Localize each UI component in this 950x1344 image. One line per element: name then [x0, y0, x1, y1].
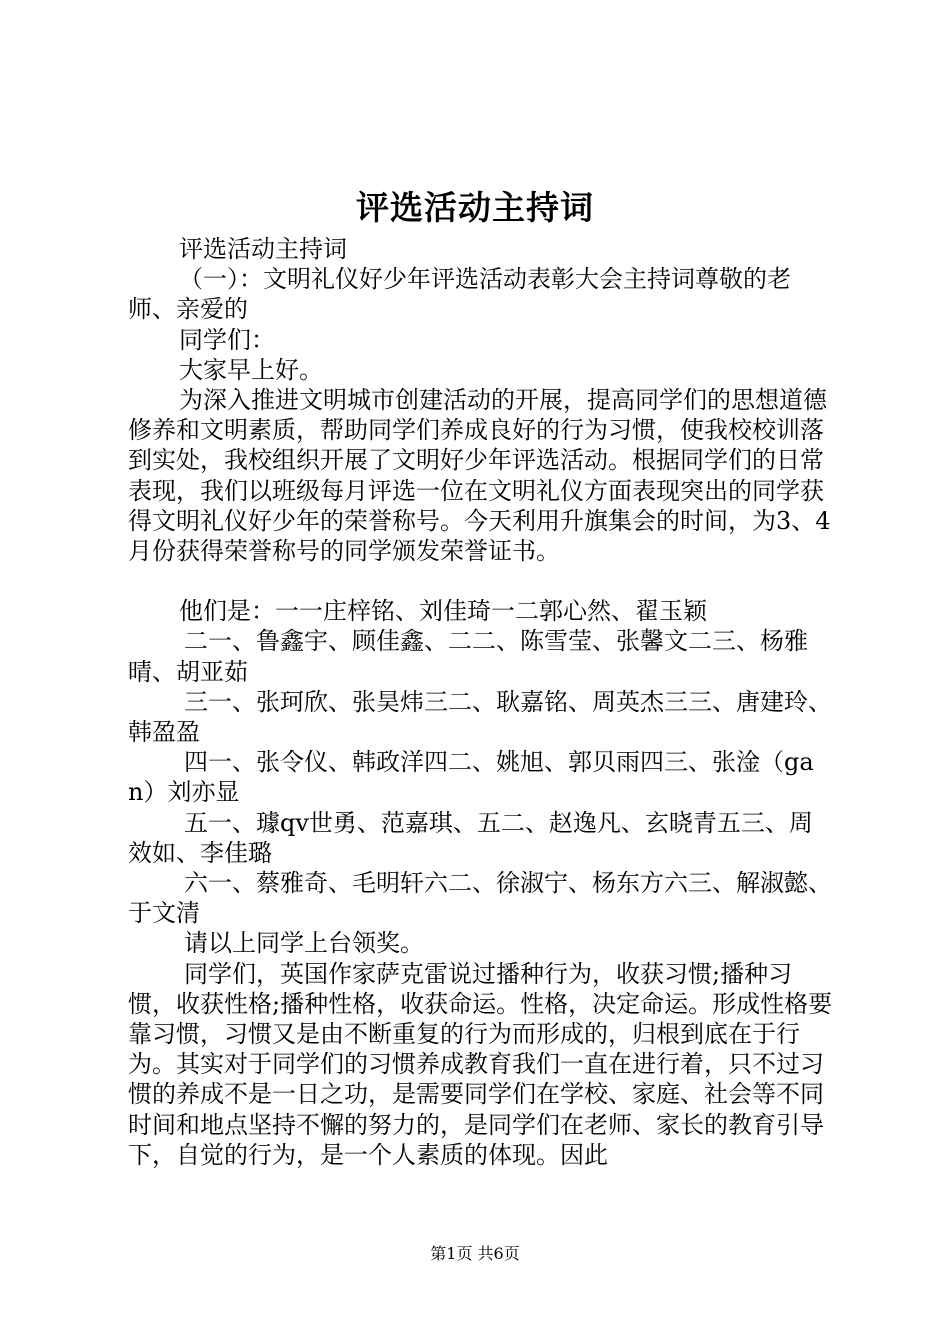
paragraph-grade-2: 二一、鲁鑫宇、顾佳鑫、二二、陈雪莹、张馨文二三、杨雅晴、胡亚茹 — [128, 627, 808, 686]
paragraph-grade-5: 五一、璩qv世勇、范嘉琪、五二、赵逸凡、玄晓青五三、周效如、李佳璐 — [128, 808, 813, 867]
document-body — [128, 234, 836, 1170]
paragraph-greeting-2: 大家早上好。 — [179, 355, 323, 384]
paragraph-award-call: 请以上同学上台领奖。 — [184, 929, 424, 958]
document-title: 评选活动主持词 — [356, 188, 594, 227]
page-footer: 第1页 共6页 — [430, 1244, 520, 1263]
paragraph-winners-intro: 他们是：一一庄梓铭、刘佳琦一二郭心然、翟玉颖 — [179, 597, 707, 626]
paragraph-habits: 同学们，英国作家萨克雷说过播种行为，收获习惯;播种习惯，收获性格;播种性格，收获命运。性格，决定命运。形成性格要靠习惯，习惯又是由不断重复的行为而形成的，归根到底在于行为。其实对于同学们的习惯养成教育我们一直在进行着，只不过习惯的养成不是一日之功，是需要同学们在学校、家庭、社会等不同时间和地点坚持不懈的努力的，是同学们在老师、家长的教育引导下，自觉的行为，是一个人素质的体现。因此 — [128, 959, 833, 1169]
paragraph-subtitle: 评选活动主持词 — [179, 235, 347, 263]
paragraph-grade-4: 四一、张令仪、韩政洋四二、姚旭、郭贝雨四三、张淦（gan）刘亦显 — [128, 748, 814, 807]
paragraph-grade-3: 三一、张珂欣、张昊炜三二、耿嘉铭、周英杰三三、唐建玲、韩盈盈 — [128, 687, 832, 747]
paragraph-intro: （一）：文明礼仪好少年评选活动表彰大会主持词尊敬的老师、亲爱的 — [128, 265, 791, 324]
paragraph-background: 为深入推进文明城市创建活动的开展，提高同学们的思想道德修养和文明素质，帮助同学们养成良好的行为习惯，使我校校训落到实处，我校组织开展了文明好少年评选活动。根据同学们的日常表现，我们以班级每月评选一位在文明礼仪方面表现突出的同学获得文明礼仪好少年的荣誉称号。今天利用升旗集会的时间，为3、4月份获得荣誉称号的同学颁发荣誉证书。 — [128, 386, 831, 566]
paragraph-spacer — [128, 566, 836, 596]
paragraph-greeting-1: 同学们： — [179, 325, 275, 354]
paragraph-grade-6: 六一、蔡雅奇、毛明轩六二、徐淑宁、杨东方六三、解淑懿、于文清 — [128, 869, 832, 928]
